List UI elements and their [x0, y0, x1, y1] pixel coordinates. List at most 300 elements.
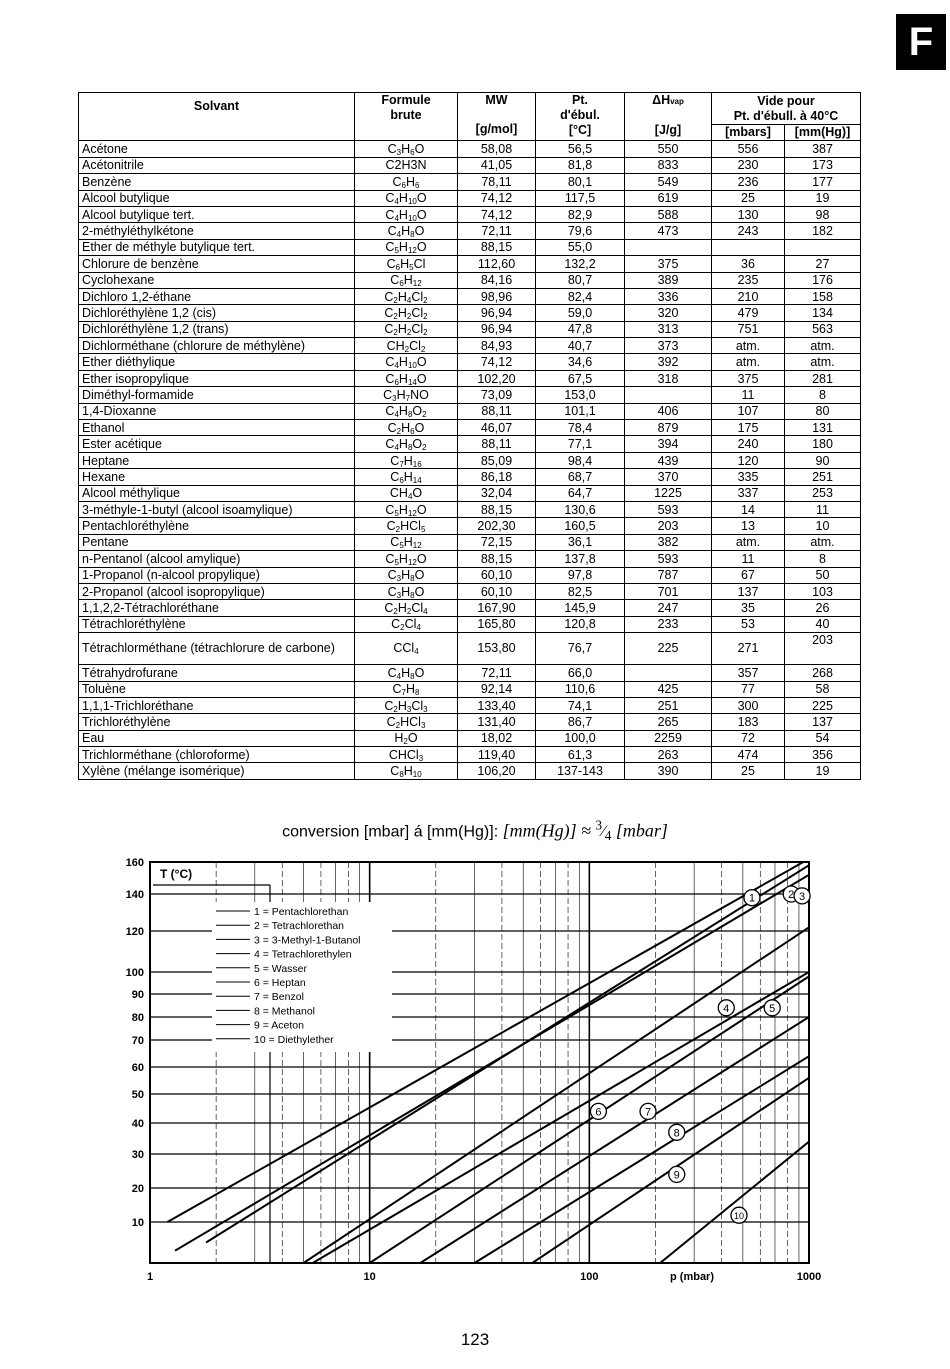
marker-label: 8	[673, 1127, 680, 1140]
solvent-delta-h: 619	[625, 190, 712, 206]
solvent-vacuum-mbar: 235	[712, 272, 785, 288]
solvent-mw: 96,94	[458, 321, 536, 337]
solvent-vacuum-mmhg: 19	[785, 190, 861, 206]
solvent-mw: 167,90	[458, 600, 536, 616]
solvent-name: Trichloréthylène	[79, 714, 355, 730]
table-row	[79, 616, 861, 632]
solvent-vacuum-mbar: 335	[712, 469, 785, 485]
solvent-mw: 92,14	[458, 681, 536, 697]
solvent-formula: $C_4H_{10}O$	[355, 206, 458, 222]
table-row	[79, 763, 861, 779]
solvent-vacuum-mbar: 35	[712, 600, 785, 616]
header-boiling-point: Pt. d'ébul. [°C]	[536, 93, 625, 141]
solvent-formula: $C_4H_{10}O$	[355, 354, 458, 370]
solvent-mw: 74,12	[458, 190, 536, 206]
solvent-mw: 32,04	[458, 485, 536, 501]
solvent-boiling-point: 137,8	[536, 551, 625, 567]
solvent-vacuum-mbar	[712, 239, 785, 255]
solvent-vacuum-mmhg: 563	[785, 321, 861, 337]
legend-entry: 1 = Pentachlorethan	[254, 906, 349, 918]
solvent-name: Ester acétique	[79, 436, 355, 452]
solvent-mw: 72,15	[458, 534, 536, 550]
marker-label: 5	[769, 1002, 776, 1015]
solvent-delta-h: 879	[625, 420, 712, 436]
series-marker-8	[669, 1124, 685, 1140]
header-vide: Vide pour Pt. d'ébull. à 40°C	[712, 93, 861, 125]
solvent-name: Tétrachloréthylène	[79, 616, 355, 632]
y-tick-label: 160	[125, 857, 144, 869]
solvent-vacuum-mmhg: atm.	[785, 534, 861, 550]
solvent-vacuum-mmhg: 40	[785, 616, 861, 632]
table-row	[79, 354, 861, 370]
solvent-formula: $C_2H_2Cl_4$	[355, 600, 458, 616]
solvent-delta-h: 233	[625, 616, 712, 632]
solvent-delta-h: 473	[625, 223, 712, 239]
conversion-formula: conversion [mbar] á [mm(Hg)]: $[mm(Hg)] \approx ^3⁄_4$ [mbar]	[282, 818, 668, 844]
solvent-vacuum-mbar: atm.	[712, 338, 785, 354]
solvent-vacuum-mmhg: 176	[785, 272, 861, 288]
solvent-vacuum-mmhg: 27	[785, 256, 861, 272]
legend-entry: 10 = Diethylether	[254, 1033, 334, 1046]
solvent-name: 1-Propanol (n-alcool propylique)	[79, 567, 355, 583]
solvent-delta-h: 313	[625, 321, 712, 337]
solvent-boiling-point: 81,8	[536, 157, 625, 173]
solvent-delta-h: 549	[625, 174, 712, 190]
solvent-formula: $C_2H_6O$	[355, 420, 458, 436]
solvent-mw: 106,20	[458, 763, 536, 779]
solvent-mw: 72,11	[458, 223, 536, 239]
solvent-delta-h: 593	[625, 551, 712, 567]
marker-label: 4	[723, 1002, 730, 1015]
solvent-mw: 88,11	[458, 403, 536, 419]
solvent-name: Ethanol	[79, 420, 355, 436]
solvent-boiling-point: 76,7	[536, 633, 625, 665]
solvent-mw: 60,10	[458, 583, 536, 599]
solvent-vacuum-mbar: 13	[712, 518, 785, 534]
solvent-vacuum-mbar: 120	[712, 452, 785, 468]
solvent-delta-h: 203	[625, 518, 712, 534]
solvent-delta-h: 833	[625, 157, 712, 173]
legend-entry: 2 = Tetrachlorethan	[254, 920, 344, 933]
solvent-vacuum-mbar: 230	[712, 157, 785, 173]
solvent-formula: $C_7H_8$	[355, 681, 458, 697]
solvent-boiling-point: 101,1	[536, 403, 625, 419]
solvent-vacuum-mbar: 556	[712, 141, 785, 157]
solvent-name: Heptane	[79, 452, 355, 468]
table-row	[79, 190, 861, 206]
solvent-vacuum-mbar: 130	[712, 206, 785, 222]
legend-entry: 8 = Methanol	[254, 1005, 316, 1018]
solvent-delta-h: 392	[625, 354, 712, 370]
solvent-vacuum-mbar: 210	[712, 288, 785, 304]
solvent-formula: $C_5H_{12}O$	[355, 239, 458, 255]
solvent-vacuum-mbar: 240	[712, 436, 785, 452]
solvent-name: Xylène (mélange isomérique)	[79, 763, 355, 779]
solvent-delta-h	[625, 239, 712, 255]
solvent-formula: $C_2H_3Cl_3$	[355, 697, 458, 713]
solvent-formula: $C_3H_8O$	[355, 583, 458, 599]
solvent-boiling-point: 34,6	[536, 354, 625, 370]
solvent-vacuum-mmhg: 8	[785, 387, 861, 403]
solvent-mw: 18,02	[458, 730, 536, 746]
solvent-delta-h: 593	[625, 501, 712, 517]
table-row	[79, 288, 861, 304]
series-marker-4	[718, 1000, 734, 1016]
solvent-delta-h: 439	[625, 452, 712, 468]
solvent-delta-h: 588	[625, 206, 712, 222]
solvent-name: Alcool méthylique	[79, 485, 355, 501]
solvent-boiling-point: 80,7	[536, 272, 625, 288]
solvent-mw: 41,05	[458, 157, 536, 173]
y-tick-label: 70	[131, 1035, 144, 1047]
solvent-vacuum-mmhg: 103	[785, 583, 861, 599]
solvent-formula: $C_2Cl_4$	[355, 616, 458, 632]
solvent-vacuum-mbar: 25	[712, 190, 785, 206]
solvent-vacuum-mbar: 357	[712, 665, 785, 681]
solvent-vacuum-mbar: 300	[712, 697, 785, 713]
solvent-vacuum-mbar: 183	[712, 714, 785, 730]
solvent-name: Benzène	[79, 174, 355, 190]
solvent-name: Pentane	[79, 534, 355, 550]
solvent-name: Dichloréthylène 1,2 (cis)	[79, 305, 355, 321]
solvent-vacuum-mmhg: 54	[785, 730, 861, 746]
marker-label: 3	[799, 890, 806, 903]
solvent-vacuum-mbar: 77	[712, 681, 785, 697]
solvent-formula: $CH_4O$	[355, 485, 458, 501]
solvent-vacuum-mmhg: 137	[785, 714, 861, 730]
solvent-delta-h: 247	[625, 600, 712, 616]
solvent-mw: 72,11	[458, 665, 536, 681]
solvent-boiling-point: 160,5	[536, 518, 625, 534]
solvent-boiling-point: 130,6	[536, 501, 625, 517]
table-row	[79, 551, 861, 567]
solvent-formula: $C_3H_6O$	[355, 141, 458, 157]
solvent-boiling-point: 56,5	[536, 141, 625, 157]
series-marker-7	[640, 1103, 656, 1119]
solvent-vacuum-mmhg: 8	[785, 551, 861, 567]
solvent-name: Alcool butylique	[79, 190, 355, 206]
solvent-formula: $C_6H_{12}$	[355, 272, 458, 288]
solvent-name: Trichlorméthane (chloroforme)	[79, 747, 355, 763]
series-marker-1	[744, 890, 760, 906]
solvent-formula: $C_7H_{16}$	[355, 452, 458, 468]
solvent-vacuum-mmhg: 90	[785, 452, 861, 468]
solvent-boiling-point: 132,2	[536, 256, 625, 272]
solvent-vacuum-mbar: atm.	[712, 354, 785, 370]
solvent-mw: 86,18	[458, 469, 536, 485]
solvent-vacuum-mmhg: 11	[785, 501, 861, 517]
solvent-boiling-point: 67,5	[536, 370, 625, 386]
solvent-vacuum-mmhg: atm.	[785, 338, 861, 354]
solvent-mw: 74,12	[458, 354, 536, 370]
solvent-boiling-point: 82,4	[536, 288, 625, 304]
solvent-formula: $C_6H_6$	[355, 174, 458, 190]
y-tick-label: 100	[125, 967, 144, 979]
series-line-8	[474, 1056, 809, 1263]
solvent-name: Toluène	[79, 681, 355, 697]
solvent-vacuum-mmhg: atm.	[785, 354, 861, 370]
solvent-delta-h	[625, 387, 712, 403]
marker-label: 7	[644, 1106, 652, 1119]
solvent-vacuum-mbar: 14	[712, 501, 785, 517]
solvent-mw: 88,15	[458, 501, 536, 517]
solvent-name: Dichloro 1,2-éthane	[79, 288, 355, 304]
solvent-formula: $C_5H_{12}O$	[355, 501, 458, 517]
solvent-boiling-point: 78,4	[536, 420, 625, 436]
solvent-formula: $C_5H_{12}$	[355, 534, 458, 550]
solvent-vacuum-mbar: 751	[712, 321, 785, 337]
solvent-delta-h: 2259	[625, 730, 712, 746]
legend-entry: 6 = Heptan	[254, 977, 306, 989]
solvent-delta-h: 390	[625, 763, 712, 779]
y-tick-label: 90	[131, 989, 144, 1001]
solvent-table	[78, 92, 861, 780]
table-row	[79, 485, 861, 501]
solvent-name: Acétone	[79, 141, 355, 157]
x-tick-label: 100	[580, 1271, 599, 1283]
solvent-formula: $C_2H_2Cl_2$	[355, 305, 458, 321]
solvent-delta-h: 425	[625, 681, 712, 697]
table-row	[79, 730, 861, 746]
solvent-vacuum-mmhg: 180	[785, 436, 861, 452]
solvent-vacuum-mmhg: 268	[785, 665, 861, 681]
solvent-mw: 74,12	[458, 206, 536, 222]
table-row	[79, 321, 861, 337]
table-row	[79, 469, 861, 485]
table-row	[79, 174, 861, 190]
solvent-boiling-point: 100,0	[536, 730, 625, 746]
solvent-delta-h: 1225	[625, 485, 712, 501]
solvent-name: Pentachloréthylène	[79, 518, 355, 534]
solvent-formula: $C_4H_8O_2$	[355, 436, 458, 452]
solvent-delta-h: 550	[625, 141, 712, 157]
solvent-mw: 102,20	[458, 370, 536, 386]
solvent-vacuum-mbar: 271	[712, 633, 785, 665]
solvent-vacuum-mbar: 11	[712, 551, 785, 567]
solvent-vacuum-mmhg: 182	[785, 223, 861, 239]
solvent-formula: $C_4H_{10}O$	[355, 190, 458, 206]
solvent-vacuum-mmhg: 50	[785, 567, 861, 583]
solvent-boiling-point: 80,1	[536, 174, 625, 190]
solvent-mw: 133,40	[458, 697, 536, 713]
solvent-formula: $C_3H_7NO$	[355, 387, 458, 403]
solvent-boiling-point: 36,1	[536, 534, 625, 550]
solvent-mw: 88,15	[458, 239, 536, 255]
solvent-vacuum-mbar: 36	[712, 256, 785, 272]
y-tick-label: 40	[131, 1118, 144, 1130]
solvent-delta-h: 320	[625, 305, 712, 321]
solvent-mw: 58,08	[458, 141, 536, 157]
solvent-delta-h: 265	[625, 714, 712, 730]
solvent-boiling-point: 120,8	[536, 616, 625, 632]
solvent-vacuum-mmhg	[785, 239, 861, 255]
solvent-vacuum-mmhg: 10	[785, 518, 861, 534]
solvent-name: Cyclohexane	[79, 272, 355, 288]
solvent-name: 2-Propanol (alcool isopropylique)	[79, 583, 355, 599]
solvent-formula: $C_6H_{14}$	[355, 469, 458, 485]
solvent-mw: 131,40	[458, 714, 536, 730]
solvent-boiling-point: 61,3	[536, 747, 625, 763]
table-row	[79, 633, 861, 665]
table-row	[79, 534, 861, 550]
solvent-boiling-point: 86,7	[536, 714, 625, 730]
solvent-mw: 84,93	[458, 338, 536, 354]
table-row	[79, 567, 861, 583]
legend-entry: 4 = Tetrachlorethylen	[254, 948, 352, 961]
solvent-vacuum-mbar: 243	[712, 223, 785, 239]
y-tick-label: 10	[131, 1217, 144, 1229]
solvent-mw: 96,94	[458, 305, 536, 321]
y-tick-label: 120	[125, 926, 144, 938]
solvent-mw: 88,15	[458, 551, 536, 567]
solvent-formula: $C_2HCl_5$	[355, 518, 458, 534]
series-line-7	[420, 1017, 809, 1263]
solvent-delta-h: 375	[625, 256, 712, 272]
solvent-vacuum-mmhg: 177	[785, 174, 861, 190]
solvent-formula: $C_2H_4Cl_2$	[355, 288, 458, 304]
solvent-vacuum-mbar: 25	[712, 763, 785, 779]
y-axis-label: T (°C)	[160, 867, 193, 881]
header-mbars: [mbars]	[712, 125, 785, 141]
solvent-name: Eau	[79, 730, 355, 746]
solvent-name: 1,1,1-Trichloréthane	[79, 697, 355, 713]
solvent-vacuum-mmhg: 356	[785, 747, 861, 763]
legend-entry: 7 = Benzol	[254, 991, 304, 1004]
solvent-boiling-point: 110,6	[536, 681, 625, 697]
table-row	[79, 714, 861, 730]
y-tick-label: 60	[131, 1062, 144, 1074]
solvent-mw: 46,07	[458, 420, 536, 436]
y-tick-label: 80	[131, 1012, 144, 1024]
solvent-delta-h: 406	[625, 403, 712, 419]
solvent-mw: 165,80	[458, 616, 536, 632]
solvent-name: Dichloréthylène 1,2 (trans)	[79, 321, 355, 337]
solvent-formula: $C_2HCl_3$	[355, 714, 458, 730]
solvent-delta-h: 225	[625, 633, 712, 665]
table-row	[79, 403, 861, 419]
marker-label: 9	[673, 1169, 680, 1182]
solvent-name: Dichlorméthane (chlorure de méthylène)	[79, 338, 355, 354]
y-tick-label: 30	[131, 1149, 144, 1161]
y-tick-label: 50	[131, 1089, 144, 1101]
solvent-mw: 78,11	[458, 174, 536, 190]
table-row	[79, 697, 861, 713]
solvent-name: Hexane	[79, 469, 355, 485]
solvent-vacuum-mmhg: 98	[785, 206, 861, 222]
marker-label: 1	[748, 892, 756, 905]
solvent-boiling-point: 137-143	[536, 763, 625, 779]
solvent-vacuum-mmhg: 251	[785, 469, 861, 485]
legend-entry: 3 = 3-Methyl-1-Butanol	[254, 934, 361, 947]
solvent-name: n-Pentanol (alcool amylique)	[79, 551, 355, 567]
legend-entry: 9 = Aceton	[254, 1019, 304, 1032]
table-row	[79, 305, 861, 321]
solvent-vacuum-mmhg: 26	[785, 600, 861, 616]
table-row	[79, 272, 861, 288]
header-solvant: Solvant	[79, 93, 355, 141]
y-tick-label: 20	[131, 1183, 144, 1195]
solvent-boiling-point: 55,0	[536, 239, 625, 255]
solvent-name: Alcool butylique tert.	[79, 206, 355, 222]
table-row	[79, 518, 861, 534]
solvent-vacuum-mmhg: 134	[785, 305, 861, 321]
solvent-delta-h: 318	[625, 370, 712, 386]
solvent-delta-h: 251	[625, 697, 712, 713]
solvent-boiling-point: 66,0	[536, 665, 625, 681]
solvent-formula: $C_6H_{14}O$	[355, 370, 458, 386]
solvent-formula: $C_4H_8O$	[355, 223, 458, 239]
solvent-mw: 84,16	[458, 272, 536, 288]
solvent-vacuum-mmhg: 19	[785, 763, 861, 779]
table-row	[79, 141, 861, 157]
solvent-boiling-point: 117,5	[536, 190, 625, 206]
table-row	[79, 370, 861, 386]
solvent-name: Chlorure de benzène	[79, 256, 355, 272]
solvent-boiling-point: 82,5	[536, 583, 625, 599]
solvent-boiling-point: 153,0	[536, 387, 625, 403]
table-row	[79, 256, 861, 272]
solvent-delta-h: 382	[625, 534, 712, 550]
solvent-boiling-point: 68,7	[536, 469, 625, 485]
solvent-formula: $C_8H_{10}$	[355, 763, 458, 779]
solvent-delta-h: 263	[625, 747, 712, 763]
table-row	[79, 747, 861, 763]
solvent-formula: $C_6H_5Cl$	[355, 256, 458, 272]
solvent-mw: 119,40	[458, 747, 536, 763]
solvent-boiling-point: 79,6	[536, 223, 625, 239]
solvent-boiling-point: 77,1	[536, 436, 625, 452]
solvent-delta-h: 701	[625, 583, 712, 599]
solvent-delta-h: 373	[625, 338, 712, 354]
table-row	[79, 420, 861, 436]
solvent-name: Ether isopropylique	[79, 370, 355, 386]
solvent-vacuum-mbar: 107	[712, 403, 785, 419]
solvent-name: 1,1,2,2-Tétrachloréthane	[79, 600, 355, 616]
solvent-delta-h: 389	[625, 272, 712, 288]
solvent-name: 3-méthyle-1-butyl (alcool isoamylique)	[79, 501, 355, 517]
solvent-mw: 153,80	[458, 633, 536, 665]
solvent-name: Diméthyl-formamide	[79, 387, 355, 403]
marker-label: 6	[595, 1106, 602, 1119]
solvent-mw: 98,96	[458, 288, 536, 304]
table-row	[79, 239, 861, 255]
x-tick-label: 10	[363, 1271, 376, 1283]
solvent-vacuum-mbar: 137	[712, 583, 785, 599]
solvent-boiling-point: 145,9	[536, 600, 625, 616]
table-row	[79, 206, 861, 222]
vapor-pressure-chart	[112, 850, 822, 1290]
solvent-name: 2-méthyléthylkétone	[79, 223, 355, 239]
solvent-vacuum-mmhg: 387	[785, 141, 861, 157]
series-marker-5	[764, 1000, 780, 1016]
solvent-boiling-point: 98,4	[536, 452, 625, 468]
header-formule: Formule brute	[355, 93, 458, 141]
header-mw: MW [g/mol]	[458, 93, 536, 141]
page-number: 123	[460, 1330, 490, 1349]
solvent-mw: 112,60	[458, 256, 536, 272]
series-marker-6	[590, 1103, 606, 1119]
solvent-name: Ether diéthylique	[79, 354, 355, 370]
solvent-boiling-point: 59,0	[536, 305, 625, 321]
solvent-boiling-point: 64,7	[536, 485, 625, 501]
solvent-vacuum-mmhg: 158	[785, 288, 861, 304]
table-row	[79, 501, 861, 517]
header-mmhg: [mm(Hg)]	[785, 125, 861, 141]
solvent-vacuum-mmhg: 253	[785, 485, 861, 501]
table-row	[79, 223, 861, 239]
series-marker-10	[731, 1207, 747, 1223]
header-delta-h: ΔHvap [J/g]	[625, 93, 712, 141]
